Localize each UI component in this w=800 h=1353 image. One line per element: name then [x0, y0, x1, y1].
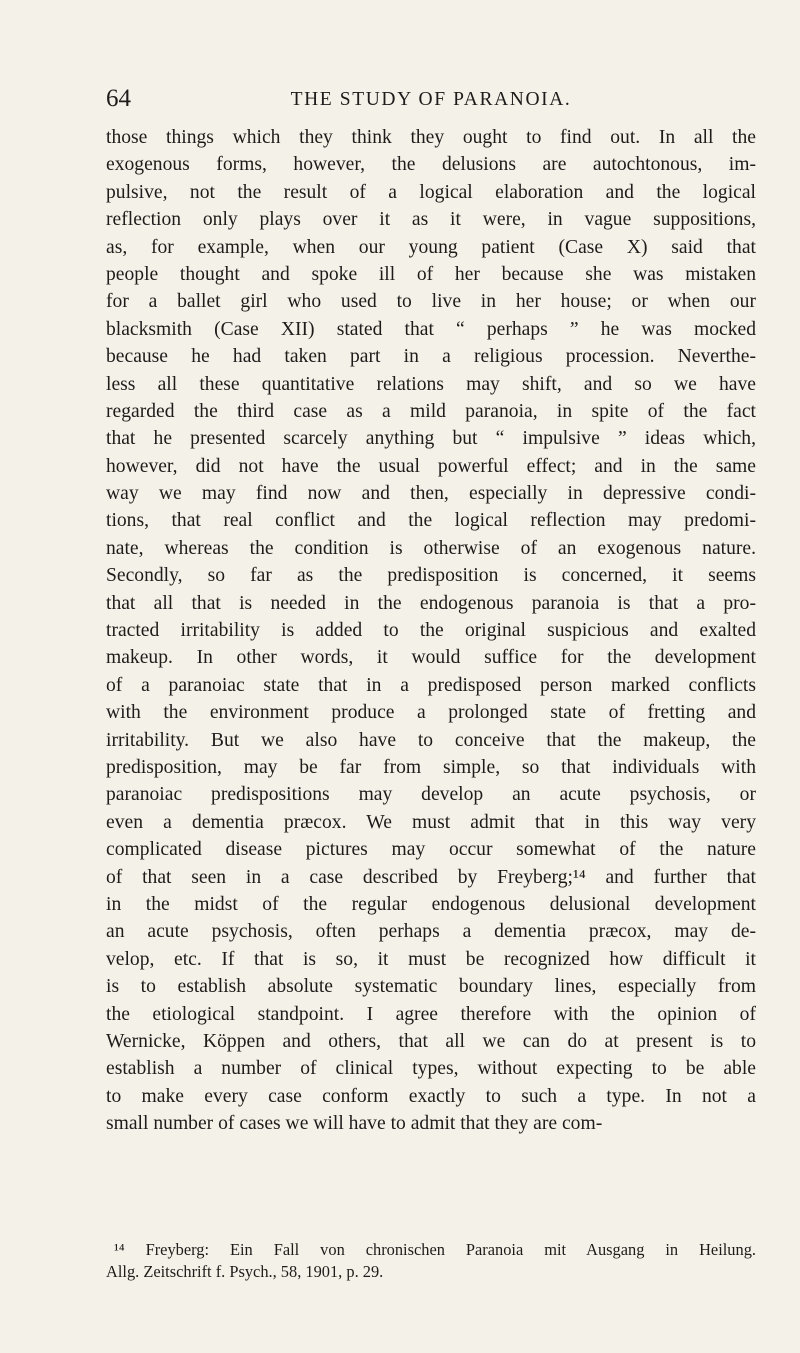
text-line: in the midst of the regular endogenous delusional development: [106, 893, 756, 915]
text-line: tions, that real conflict and the logical reflection may predomi-: [106, 510, 756, 532]
text-line: because he had taken part in a religious procession. Neverthe-: [106, 346, 756, 368]
text-line: however, did not have the usual powerful effect; and in the same: [106, 455, 756, 477]
text-line: velop, etc. If that is so, it must be recognized how difficult it: [106, 948, 756, 970]
body-text: [106, 124, 756, 1137]
text-line: even a dementia præcox. We must admit that in this way very: [106, 811, 756, 833]
text-line: small number of cases we will have to admit that they are com-: [106, 1113, 603, 1135]
footnote-line: ¹⁴ Freyberg: Ein Fall von chronischen Paranoia mit Ausgang in Heilung.: [114, 1240, 756, 1259]
page-header: [106, 84, 756, 120]
text-line: an acute psychosis, often perhaps a dementia præcox, may de-: [106, 921, 756, 943]
footnote-line: Allg. Zeitschrift f. Psych., 58, 1901, p. 29.: [106, 1262, 384, 1281]
text-line: blacksmith (Case XII) stated that “ perhaps ” he was mocked: [106, 318, 756, 340]
text-line: that he presented scarcely anything but “ impulsive ” ideas which,: [106, 428, 756, 450]
text-line: people thought and spoke ill of her because she was mistaken: [106, 263, 756, 285]
text-line: Secondly, so far as the predisposition is concerned, it seems: [106, 565, 756, 587]
text-line: is to establish absolute systematic boundary lines, especially from: [106, 976, 756, 998]
text-line: way we may find now and then, especially in depressive condi-: [106, 483, 756, 505]
text-line: of that seen in a case described by Freyberg;¹⁴ and further that: [106, 866, 756, 888]
text-line: as, for example, when our young patient (Case X) said that: [106, 236, 756, 258]
text-line: the etiological standpoint. I agree therefore with the opinion of: [106, 1003, 756, 1025]
text-line: to make every case conform exactly to such a type. In not a: [106, 1085, 756, 1107]
text-line: that all that is needed in the endogenous paranoia is that a pro-: [106, 592, 756, 614]
text-line: of a paranoiac state that in a predisposed person marked conflicts: [106, 674, 756, 696]
text-line: those things which they think they ought to find out. In all the: [106, 127, 756, 148]
text-line: with the environment produce a prolonged state of fretting and: [106, 702, 756, 724]
text-line: makeup. In other words, it would suffice for the development: [106, 647, 756, 669]
footnote: [106, 1239, 756, 1283]
text-line: tracted irritability is added to the original suspicious and exalted: [106, 620, 756, 642]
text-line: regarded the third case as a mild paranoia, in spite of the fact: [106, 400, 756, 422]
running-title: THE STUDY OF PARANOIA.: [290, 89, 572, 110]
text-line: paranoiac predispositions may develop an acute psychosis, or: [106, 784, 756, 806]
text-line: complicated disease pictures may occur somewhat of the nature: [106, 839, 756, 861]
text-line: predisposition, may be far from simple, so that individuals with: [106, 756, 756, 778]
text-line: less all these quantitative relations may shift, and so we have: [106, 373, 756, 395]
text-line: exogenous forms, however, the delusions are autochtonous, im-: [106, 154, 756, 176]
page-number: 64: [106, 85, 131, 112]
text-line: irritability. But we also have to conceive that the makeup, the: [106, 729, 756, 751]
text-line: nate, whereas the condition is otherwise of an exogenous nature.: [106, 537, 756, 559]
text-line: reflection only plays over it as it were, in vague suppositions,: [106, 209, 756, 231]
text-line: pulsive, not the result of a logical elaboration and the logical: [106, 181, 756, 203]
text-line: establish a number of clinical types, without expecting to be able: [106, 1058, 756, 1080]
text-line: Wernicke, Köppen and others, that all we can do at present is to: [106, 1030, 756, 1052]
text-line: for a ballet girl who used to live in her house; or when our: [106, 291, 756, 313]
